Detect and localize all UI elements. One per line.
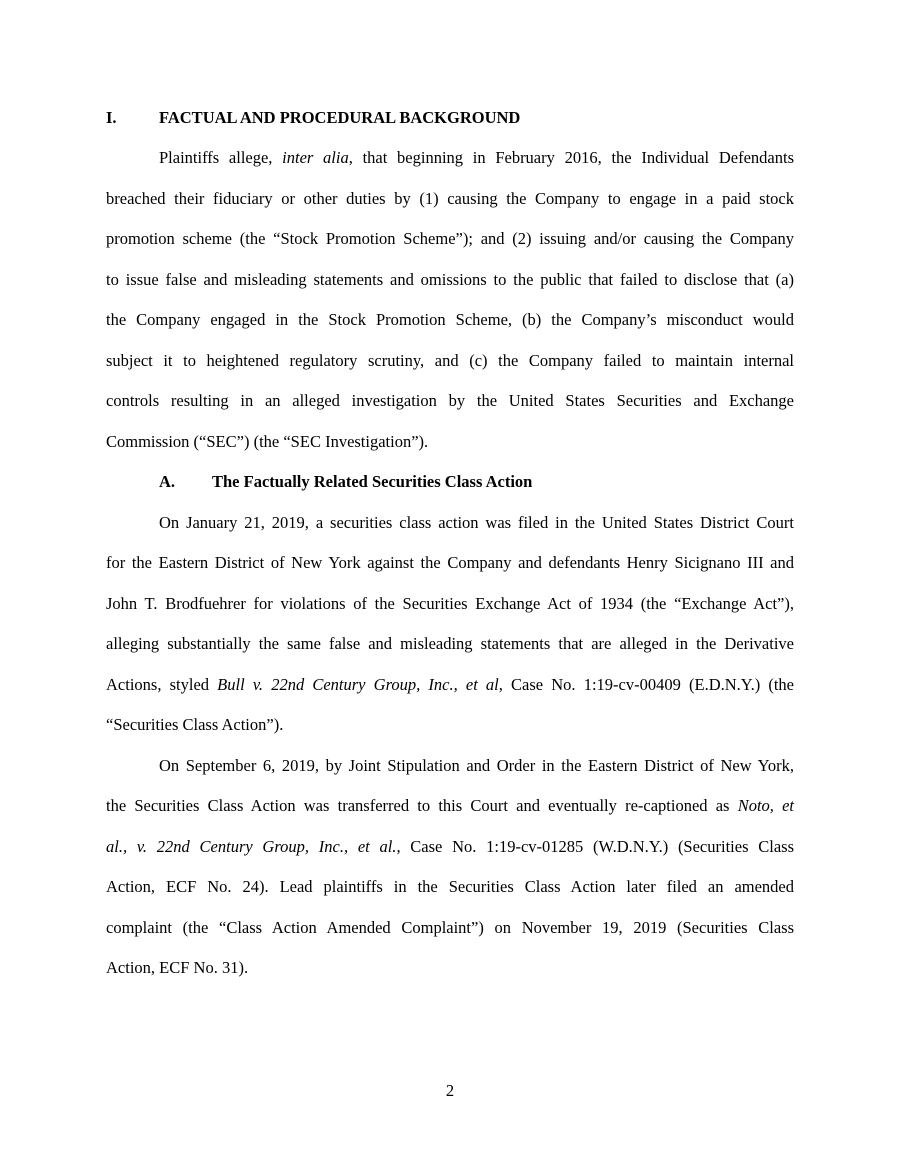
paragraph-line: Plaintiffs allege, inter alia, that beginning in February 2016, the Individual Defendants — [159, 148, 795, 167]
paragraph-line: complaint (the “Class Action Amended Complaint”) on November 19, 2019 (Securities Class — [106, 918, 794, 937]
section-number: I. — [106, 108, 117, 127]
subsection-letter: A. — [159, 472, 176, 491]
paragraph-line: al., v. 22nd Century Group, Inc., et al., Case No. 1:19-cv-01285 (W.D.N.Y.) (Securities Class — [106, 837, 794, 856]
paragraph-line: promotion scheme (the “Stock Promotion Scheme”); and (2) issuing and/or causing the Company — [106, 229, 794, 248]
paragraph-line: John T. Brodfuehrer for violations of the Securities Exchange Act of 1934 (the “Exchange Act”), — [106, 594, 794, 613]
paragraph-line: Commission (“SEC”) (the “SEC Investigation”). — [106, 432, 429, 451]
subsection-title: The Factually Related Securities Class Action — [212, 472, 533, 491]
paragraph-line: On September 6, 2019, by Joint Stipulation and Order in the Eastern District of New York, — [159, 756, 794, 775]
paragraph-line: the Company engaged in the Stock Promotion Scheme, (b) the Company’s misconduct would — [106, 310, 794, 329]
paragraph-line: Action, ECF No. 31). — [106, 958, 249, 977]
paragraph-line: subject it to heightened regulatory scrutiny, and (c) the Company failed to maintain internal — [106, 351, 794, 370]
section-title: FACTUAL AND PROCEDURAL BACKGROUND — [159, 108, 521, 127]
paragraph-line: for the Eastern District of New York against the Company and defendants Henry Sicignano III and — [106, 553, 794, 572]
paragraph-line: Actions, styled Bull v. 22nd Century Group, Inc., et al, Case No. 1:19-cv-00409 (E.D.N.Y.) (the — [106, 675, 794, 694]
paragraph-line: Action, ECF No. 24). Lead plaintiffs in the Securities Class Action later filed an amended — [106, 877, 794, 896]
paragraph-line: breached their fiduciary or other duties by (1) causing the Company to engage in a paid stock — [106, 189, 794, 208]
page-number: 2 — [445, 1081, 455, 1100]
paragraph-line: On January 21, 2019, a securities class action was filed in the United States District Court — [159, 513, 794, 532]
paragraph-line: alleging substantially the same false and misleading statements that are alleged in the Derivative — [106, 634, 794, 653]
paragraph-line: “Securities Class Action”). — [106, 715, 284, 734]
paragraph-line: the Securities Class Action was transferred to this Court and eventually re-captioned as Noto, et — [106, 796, 795, 815]
paragraph-line: controls resulting in an alleged investigation by the United States Securities and Exchange — [106, 391, 794, 410]
paragraph-line: to issue false and misleading statements and omissions to the public that failed to disclose that (a) — [106, 270, 794, 289]
